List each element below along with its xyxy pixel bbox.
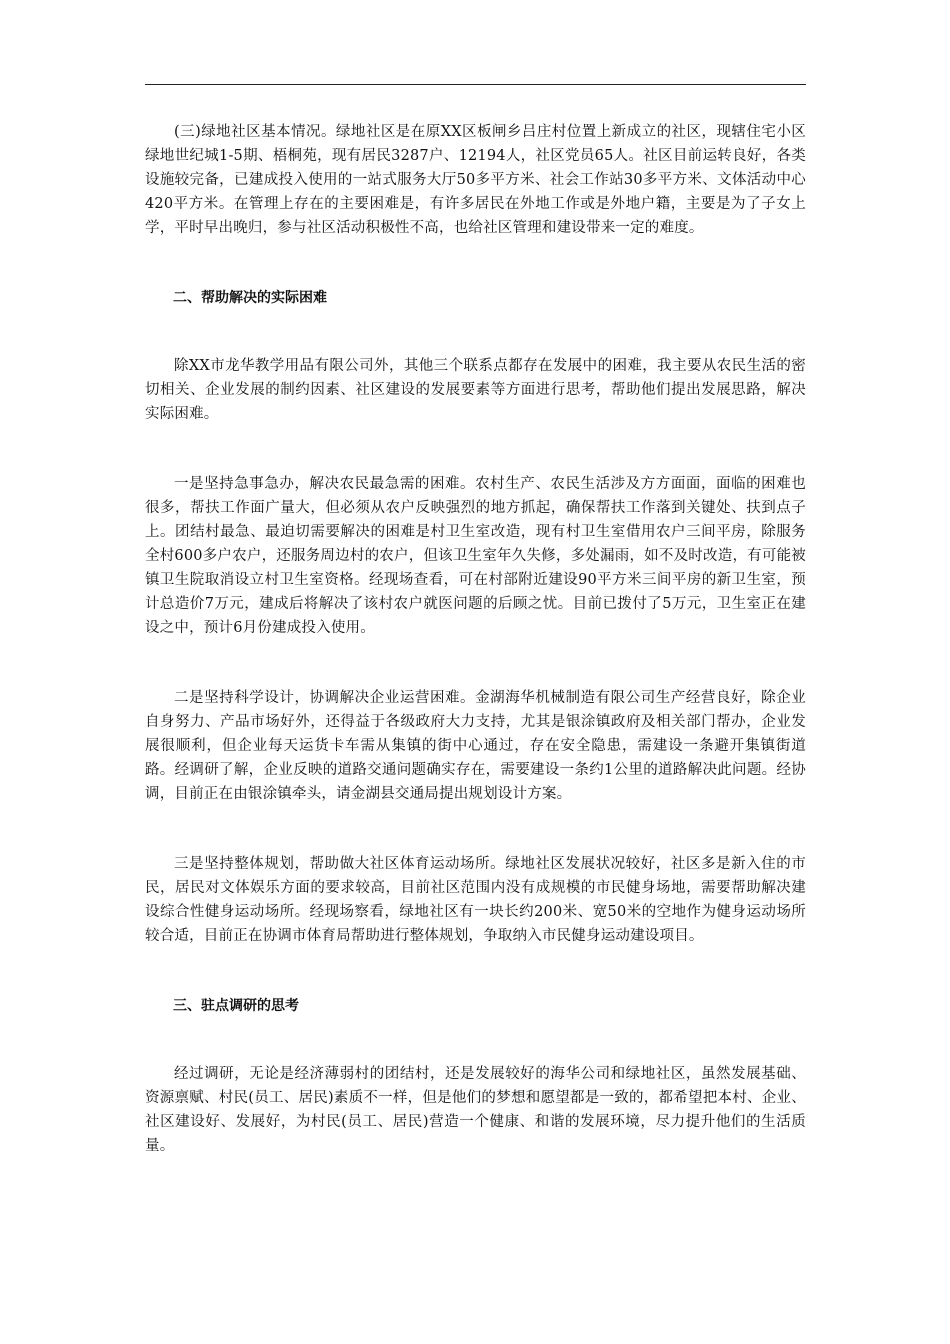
paragraph-second-measure: 二是坚持科学设计，协调解决企业运营困难。金湖海华机械制造有限公司生产经营良好，除企业自身努力、产品市场好外，还得益于各级政府大力支持，尤其是银涂镇政府及相关部门帮办，企业发展很顺利，但企业每天运货卡车需从集镇的街中心通过，存在安全隐患，需建设一条避开集镇街道路。经调研了解，企业反映的道路交通问题确实存在，需要建设一条约1公里的道路解决此问题。经协调，目前正在由银涂镇牵头，请金湖县交通局提出规划设计方案。 [145,690,806,802]
paragraph-third-measure: 三是坚持整体规划，帮助做大社区体育运动场所。绿地社区发展状况较好，社区多是新入住的市民，居民对文体娱乐方面的要求较高，目前社区范围内没有成规模的市民健身场地，需要帮助解决建设综合性健身运动场所。经现场察看，绿地社区有一块长约200米、宽50米的空地作为健身运动场所较合适，目前正在协调市体育局帮助进行整体规划，争取纳入市民健身运动建设项目。 [145,856,806,944]
header-rule [145,84,806,85]
section-heading-difficulties: 二、帮助解决的实际困难 [173,290,327,306]
section-heading-reflection: 三、驻点调研的思考 [173,998,299,1014]
paragraph-community-overview: (三)绿地社区基本情况。绿地社区是在原XX区板闸乡吕庄村位置上新成立的社区，现辖住宅小区绿地世纪城1-5期、梧桐苑，现有居民3287户、12194人，社区党员65人。社区目前运转良好，各类设施较完备，已建成投入使用的一站式服务大厅50多平方米、社会工作站30多平方米、文体活动中心420平方米。在管理上存在的主要困难是，有许多居民在外地工作或是外地户籍，主要是为了子女上学，平时早出晚归，参与社区活动积极性不高，也给社区管理和建设带来一定的难度。 [145,124,806,236]
paragraph-reflection: 经过调研，无论是经济薄弱村的团结村，还是发展较好的海华公司和绿地社区，虽然发展基础、资源禀赋、村民(员工、居民)素质不一样，但是他们的梦想和愿望都是一致的，都希望把本村、企业、社区建设好、发展好，为村民(员工、居民)营造一个健康、和谐的发展环境，尽力提升他们的生活质量。 [145,1066,806,1154]
paragraph-first-measure: 一是坚持急事急办，解决农民最急需的困难。农村生产、农民生活涉及方方面面，面临的困难也很多，帮扶工作面广量大，但必须从农户反映强烈的地方抓起，确保帮扶工作落到关键处、扶到点子上。团结村最急、最迫切需要解决的困难是村卫生室改造，现有村卫生室借用农户三间平房，除服务全村600多户农户，还服务周边村的农户，但该卫生室年久失修，多处漏雨，如不及时改造，有可能被镇卫生院取消设立村卫生室资格。经现场查看，可在村部附近建设90平方米三间平房的新卫生室，预计总造价7万元，建成后将解决了该村农户就医问题的后顾之忧。目前已拨付了5万元，卫生室正在建设之中，预计6月份建成投入使用。 [145,476,806,636]
document-body [145,120,806,1158]
paragraph-intro-difficulties: 除XX市龙华教学用品有限公司外，其他三个联系点都存在发展中的困难，我主要从农民生活的密切相关、企业发展的制约因素、社区建设的发展要素等方面进行思考，帮助他们提出发展思路，解决实际困难。 [145,358,806,422]
